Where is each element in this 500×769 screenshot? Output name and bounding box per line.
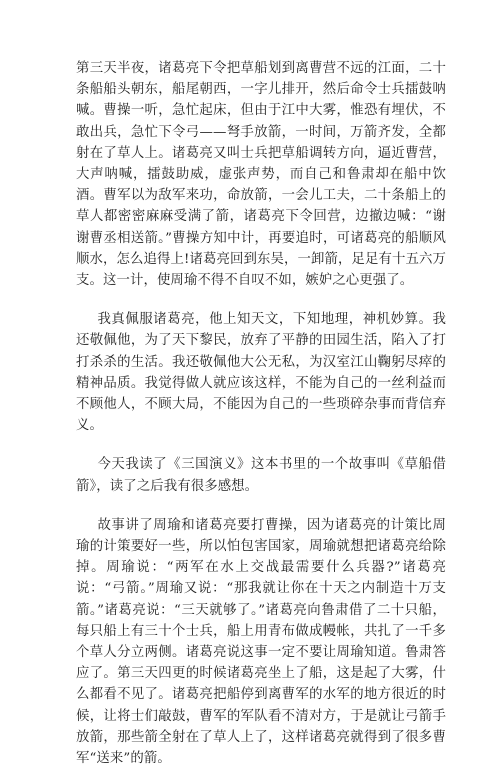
paragraph-reading-note: 今天我读了《三国演义》这本书里的一个故事叫《草船借箭》，读了之后我有很多感想。 [76,457,446,494]
paragraph-admiration: 我真佩服诸葛亮，他上知天文，下知地理，神机妙算。我还敬佩他，为了天下黎民，放弃了平静的田园生活，陷入了打打杀杀的生活。我还敬佩他大公无私，为汉室江山鞠躬尽瘁的精神品质。我觉得做人就应该这样，不能为自己的一丝利益而不顾他人，不顾大局，不能因为自己的一些琐碎杂事而背信弃义。 [76,312,446,434]
paragraph-borrowing-arrows-night: 第三天半夜，诸葛亮下令把草船划到离曹营不远的江面，二十条船船头朝东，船尾朝西，一字儿排开，然后命令士兵擂鼓呐喊。曹操一听，急忙起床，但由于江中大雾，惟恐有埋伏，不敢出兵，急忙下令弓——弩手放箭，一时间，万箭齐发，全都射在了草人上。诸葛亮又叫士兵把草船调转方向，逼近曹营，大声呐喊，擂鼓助威，虚张声势，而自己和鲁肃却在船中饮酒。曹军以为敌军来功，命放箭，一会儿工夫，二十条船上的草人都密密麻麻受满了箭，诸葛亮下令回营，边撤边喊：“谢谢曹丞相送箭。”曹操方知中计，再要追时，可诸葛亮的船顺风顺水，怎么追得上!诸葛亮回到东吴，一卸箭，足足有十五六万支。这一计，使周瑜不得不自叹不如，嫉妒之心更强了。 [76,61,446,289]
paragraph-story-summary: 故事讲了周瑜和诸葛亮要打曹操，因为诸葛亮的计策比周瑜的计策要好一些，所以怕包害国家，周瑜就想把诸葛亮给除掉。周瑜说：“两军在水上交战最需要什么兵器?”诸葛亮说：“弓箭。”周瑜又说：“那我就让你在十天之内制造十万支箭。”诸葛亮说：“三天就够了。”诸葛亮向鲁肃借了二十只船，每只船上有三十个士兵，船上用青布做成幔帐，共扎了一千多个草人分立两侧。诸葛亮说这事一定不要让周瑜知道。鲁肃答应了。第三天四更的时候诸葛亮坐上了船，这是起了大雾，什么都看不见了。诸葛亮把船停到离曹军的水军的地方很近的时候，让将士们敲鼓，曹军的军队看不清对方，于是就让弓箭手放箭，那些箭全射在了草人上了，这样诸葛亮就得到了很多曹军“送来”的箭。 [76,517,446,767]
